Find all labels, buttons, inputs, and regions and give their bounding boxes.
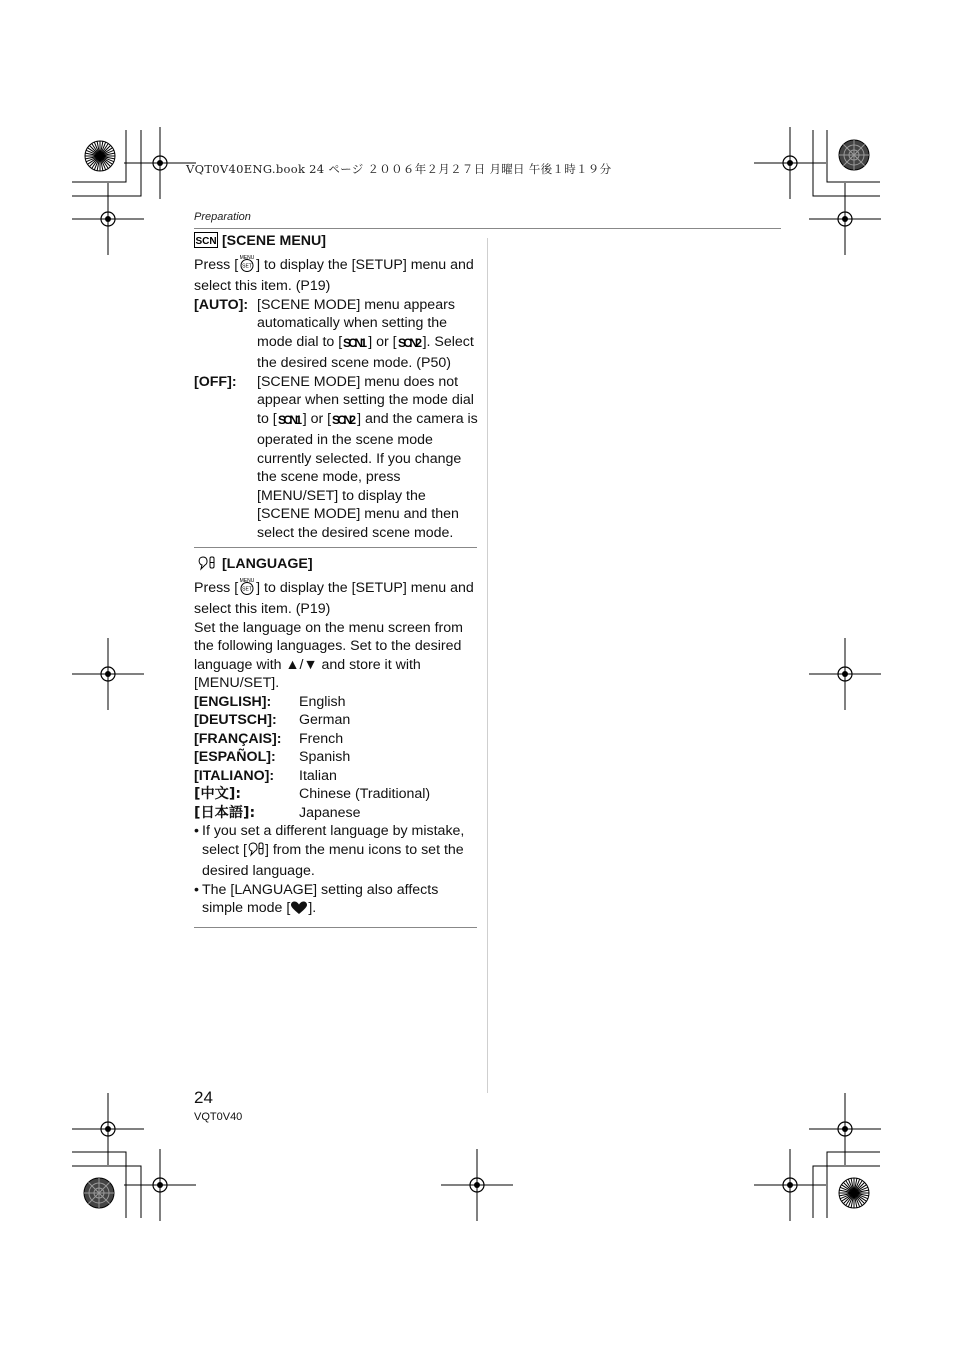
left-column [194, 232, 478, 935]
auto-option [194, 296, 478, 373]
language-heading [194, 555, 478, 577]
registration-cross-icon [754, 1149, 826, 1221]
language-title: [LANGUAGE] [221, 556, 313, 572]
svg-text:SET: SET [242, 586, 253, 592]
svg-text:SET: SET [242, 263, 253, 269]
scn2-icon [331, 412, 357, 432]
registration-cross-icon [754, 127, 826, 199]
off-description: [SCENE MODE] menu does not appear when setting the mode dial to [ SCN1 ] or [ SCN2 ] and the camera is operated in the scene mode currently selected. If you change the scene mode, press [MENU/SET] to display the [SCENE MODE] menu and then select the desired scene mode. [257, 373, 478, 541]
registration-cross-icon [809, 183, 881, 255]
language-options [194, 693, 478, 823]
svg-text:SCN2: SCN2 [397, 335, 422, 349]
section-label: Preparation [194, 211, 251, 223]
off-option [194, 373, 478, 543]
svg-text:SCN: SCN [195, 236, 217, 247]
language-option: [日本語]: Japanese [194, 804, 361, 821]
svg-text:SCN2: SCN2 [332, 412, 357, 426]
language-option: [ENGLISH]: English [194, 693, 346, 710]
note-bullet: • If you set a different language by mistake, select [ ] from the menu icons to set the desired language. [194, 823, 465, 879]
print-info-header: VQT0V40ENG.book 24 ページ ２００６年２月２７日 月曜日 午後１時１９分 [186, 162, 612, 176]
page-number: 24 [194, 1088, 213, 1107]
language-section [194, 555, 478, 921]
model-code: VQT0V40 [194, 1111, 243, 1123]
language-description: Set the language on the menu screen from the following languages. Set to the desired language with ▲/▼ and store it with [MENU/SET]. [194, 619, 463, 691]
scn1-icon [342, 335, 368, 355]
language-icon [247, 841, 265, 863]
language-option: [ESPAÑOL]: Spanish [194, 749, 351, 765]
svg-text:MENU: MENU [239, 254, 255, 261]
section-divider [194, 927, 477, 928]
color-bar-target-icon [839, 140, 869, 170]
scene-menu-title: [SCENE MENU] [221, 233, 326, 249]
section-divider [194, 547, 477, 548]
language-icon [194, 555, 218, 577]
svg-text:SCN1: SCN1 [343, 335, 368, 349]
column-divider [487, 238, 488, 1093]
svg-text:SCN1: SCN1 [277, 412, 302, 426]
auto-description: [SCENE MODE] menu appears automatically when setting the mode dial to [ SCN1 ] or [ SCN2 ]. Select the desired scene mode. (P50) [257, 296, 474, 371]
language-option: [DEUTSCH]: German [194, 712, 351, 728]
registration-cross-icon [441, 1149, 513, 1221]
registration-cross-icon [72, 638, 144, 710]
scn1-icon [277, 412, 303, 432]
language-option: [中文]: Chinese (Traditional) [194, 786, 431, 802]
color-bar-target-icon [839, 1178, 869, 1208]
scn2-icon [397, 335, 423, 355]
color-bar-target-icon [84, 1178, 114, 1208]
scene-menu-instruction: Press [ MENU SET ] to display the [SETUP] menu and select this item. (P19) [194, 254, 474, 294]
header-rule [194, 228, 781, 229]
menu-set-button-icon [238, 577, 256, 601]
color-bar-target-icon [85, 141, 115, 171]
registration-cross-icon [72, 183, 144, 255]
auto-key: [AUTO]: [194, 296, 249, 313]
registration-cross-icon [72, 1093, 144, 1165]
scn-icon [194, 232, 218, 254]
off-key: [OFF]: [194, 373, 237, 390]
heart-icon [290, 901, 308, 921]
note-bullet: • The [LANGUAGE] setting also affects simple mode [ ]. [194, 881, 478, 921]
menu-set-button-icon [238, 254, 256, 278]
language-option: [ITALIANO]: Italian [194, 767, 337, 784]
registration-cross-icon [809, 638, 881, 710]
registration-cross-icon [809, 1093, 881, 1165]
scene-menu-heading [194, 232, 478, 254]
registration-cross-icon [124, 1149, 196, 1221]
language-instruction: Press [ MENU SET ] to display the [SETUP] menu and select this item. (P19) [194, 577, 474, 617]
language-option: [FRANÇAIS]: French [194, 730, 344, 747]
scene-menu-section [194, 232, 478, 542]
svg-text:MENU: MENU [239, 577, 255, 584]
